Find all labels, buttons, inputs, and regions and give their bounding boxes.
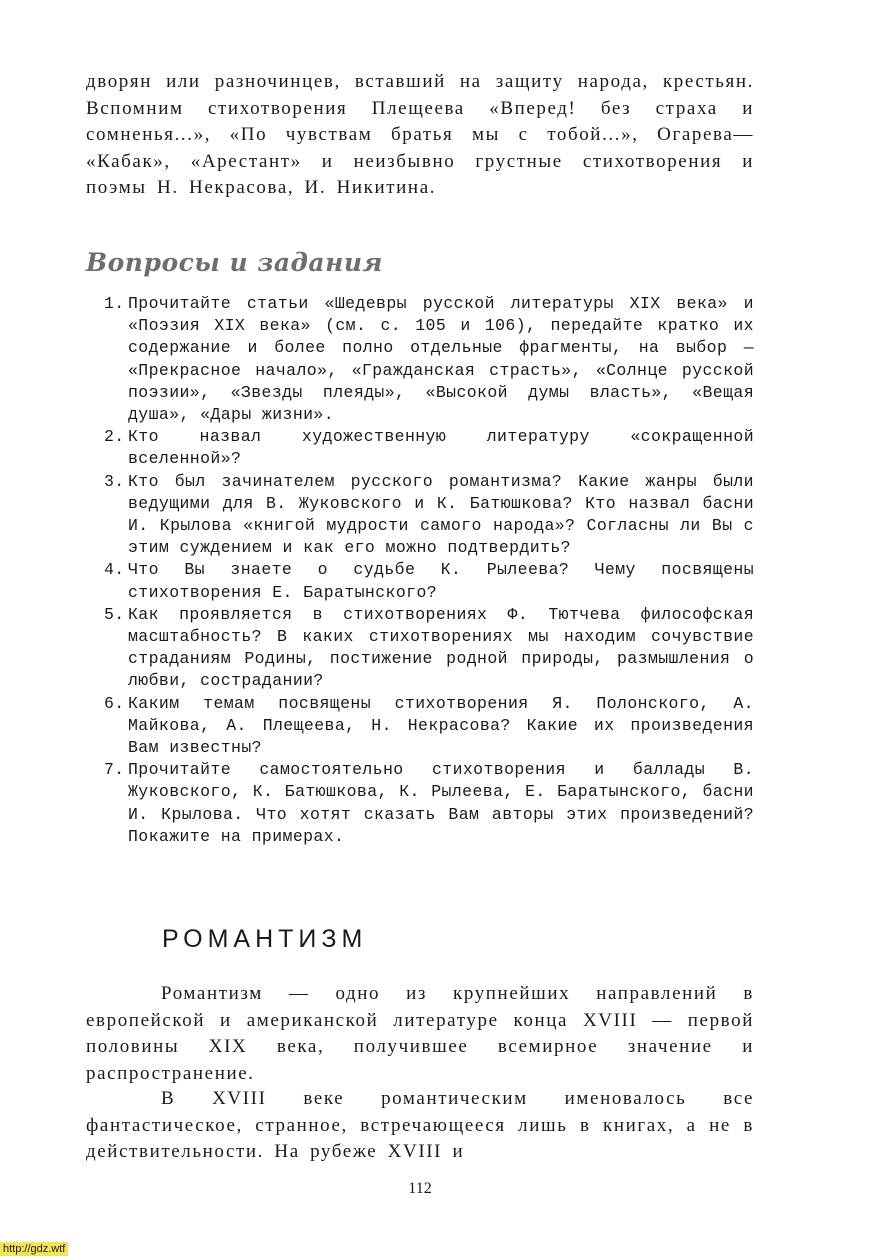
list-item	[104, 293, 754, 426]
item-text: Каким темам посвящены стихотворения Я. Полонского, А. Майкова, А. Плещеева, Н. Некрасова? Какие их произведения Вам известны?	[128, 693, 754, 758]
item-text: Что Вы знаете о судьбе К. Рылеева? Чему посвящены стихотворения Е. Баратынского?	[128, 560, 754, 602]
list-item	[104, 759, 754, 848]
body-paragraph: В XVIII веке романтическим именовалось все фантастическое, странное, встречающееся лишь в книгах, а не в действительности. На рубеже XVIII и	[86, 1088, 754, 1162]
list-item	[104, 426, 754, 470]
list-item	[104, 693, 754, 760]
item-text: Прочитайте самостоятельно стихотворения и баллады В. Жуковского, К. Батюшкова, К. Рылеева, Е. Баратынского, басни И. Крылова. Что хотят сказать Вам авторы этих произведений? Покажите на примерах.	[128, 760, 754, 846]
section-heading: Вопросы и задания	[86, 248, 383, 277]
list-item	[104, 471, 754, 560]
item-number: 2.	[104, 427, 125, 447]
watermark-link[interactable]: http://gdz.wtf	[0, 1242, 68, 1256]
item-text: Как проявляется в стихотворениях Ф. Тютчева философская масштабность? В каких стихотворениях мы находим сочувствие страданиям Родины, постижение родной природы, размышления о любви, сострадании?	[128, 604, 754, 691]
body-paragraph: дворян или разночинцев, вставший на защиту народа, крестьян. Вспомним стихотворения Плещеева «Вперед! без страха и сомненья...», «По чувствам братья мы с тобой...», Огарева— «Кабак», «Арестант» и неизбывно грустные стихотворения и поэмы Н. Некрасова, И. Никитина.	[86, 71, 754, 198]
questions-list	[104, 293, 754, 848]
item-text: Кто назвал художественную литературу «сокращенной вселенной»?	[128, 427, 754, 469]
list-item	[104, 559, 754, 603]
item-number: 3.	[104, 471, 125, 491]
item-text: Кто был зачинателем русского романтизма? Какие жанры были ведущими для В. Жуковского и К. Батюшкова? Кто назвал басни И. Крылова «книгой мудрости самого народа»? Согласны ли Вы с этим суждением и как его можно подтвердить?	[128, 471, 754, 558]
list-item	[104, 604, 754, 693]
chapter-title: РОМАНТИЗМ	[162, 925, 368, 953]
item-number: 6.	[104, 693, 125, 713]
item-number: 5.	[104, 604, 125, 624]
item-number: 7.	[104, 760, 125, 780]
item-text: Прочитайте статьи «Шедевры русской литературы XIX века» и «Поэзия XIX века» (см. с. 105 и 106), передайте кратко их содержание и более полно отдельные фрагменты, на выбор — «Прекрасное начало», «Гражданская страсть», «Солнце русской поэзии», «Звезды плеяды», «Высокой думы власть», «Вещая душа», «Дары жизни».	[128, 294, 754, 425]
item-number: 4.	[104, 560, 125, 580]
item-number: 1.	[104, 294, 125, 313]
body-paragraph: Романтизм — одно из крупнейших направлений в европейской и американской литературе конца XVIII — первой половины XIX века, получившее всемирное значение и распространение.	[86, 983, 754, 1084]
page-number: 112	[408, 1180, 432, 1197]
